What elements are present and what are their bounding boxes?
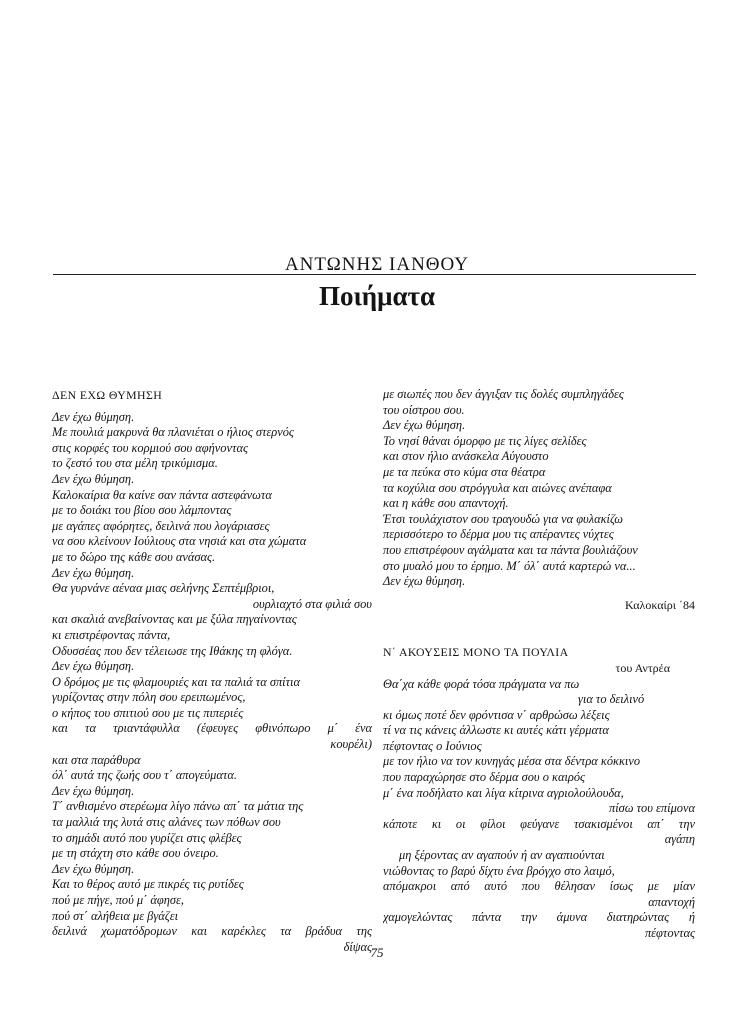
poem-line: και στα παράθυρα — [52, 752, 141, 767]
poem-line: μ΄ ένα ποδήλατο και λίγα κίτρινα αγριολούλουδα, — [383, 785, 624, 800]
poem-line: τί να τις κάνεις άλλωστε κι αυτές κάτι γέρματα — [383, 723, 609, 738]
poem-line: πού στ΄ αλήθεια με βγάζει — [52, 908, 179, 923]
poem-line: Ο δρόμος με τις φλαμουριές και τα παλιά τα σπίτια — [52, 674, 300, 689]
poem-line: με το δώρο της κάθε σου ανάσας. — [52, 549, 216, 564]
right-column — [383, 387, 695, 942]
poem-line: κι επιστρέφοντας πάντα, — [52, 627, 171, 642]
poem-line: όλ΄ αυτά της ζωής σου τ΄ απογεύματα. — [52, 768, 237, 783]
page-number: 75 — [370, 945, 384, 960]
page-title: Ποιήματα — [318, 281, 436, 311]
poem-line: χαμογελώντας πάντα την άμυνα διατηρώντας ή — [383, 910, 695, 925]
poem-line: δίψας — [343, 939, 372, 954]
poem-line: απόμακροι από αυτό που θέλησαν ίσως με μίαν — [383, 879, 695, 894]
poem-line: ουρλιαχτό στα φιλιά σου — [252, 596, 372, 611]
poem-dedication: του Αντρέα — [615, 660, 670, 675]
poem-line: Τ΄ ανθισμένο στερέωμα λίγο πάνω απ΄ τα μάτια της — [52, 799, 304, 814]
poem-line: με το δοιάκι του βίου σου λάμποντας — [52, 503, 232, 518]
poem-line: στο μυαλό μου το έρημο. Μ΄ όλ΄ αυτά καρτερώ να... — [383, 558, 636, 573]
poem-line: Το νησί θάναι όμορφο με τις λίγες σελίδες — [383, 433, 587, 448]
poem-line: περισσότερο το δέρμα μου τις απέραντες νύχτες — [383, 527, 614, 542]
poem-line: το σημάδι αυτό που γυρίζει στις φλέβες — [52, 830, 242, 845]
poem-line: το ζεστό του στα μέλη τρικύμισμα. — [52, 456, 218, 471]
poem-line: Έτσι τουλάχιστον σου τραγουδώ για να φυλακίζω — [383, 511, 624, 526]
poem2-section — [383, 645, 695, 941]
poem-line: Με πουλιά μακρυνά θα πλανιέται ο ήλιος στερνός — [52, 425, 294, 440]
poem-line: πέφτοντας — [644, 926, 695, 940]
poem-line: με αγάπες αφόρητες, δειλινά που λογάριασες — [52, 518, 270, 533]
poem-line: κι όμως ποτέ δεν φρόντισα ν΄ αρθρώσω λέξεις — [383, 707, 610, 722]
poem-line: Οδυσσέας που δεν τέλειωσε της Ιθάκης τη φλόγα. — [52, 643, 293, 658]
poem-line: του οίστρου σου. — [383, 402, 465, 417]
poem-line: πίσω του επίμονα — [609, 801, 695, 816]
poem-line: να σου κλείνουν Ιούλιους στα νησιά και στα χώματα — [52, 534, 307, 549]
author-name: ΑΝΤΩΝΗΣ ΙΑΝΘΟΥ — [284, 254, 470, 275]
poem-line: κάποτε κι οι φίλοι φεύγανε τσακισμένοι απ΄ την — [383, 816, 695, 831]
left-column — [52, 388, 372, 955]
poem-line: πού με πήγε, πού μ΄ άφησε, — [52, 893, 184, 907]
poem-line: Δεν έχω θύμηση. — [383, 574, 466, 589]
poem-line: που παραχώρησε στο δέρμα σου ο καιρός — [383, 770, 586, 785]
poem-line: μη ξέροντας αν αγαπούν ή αν αγαπιούνται — [399, 848, 605, 863]
poem-line: Δεν έχω θύμηση. — [383, 418, 466, 433]
poem-line: αγάπη — [664, 832, 695, 847]
poem-line: τα μαλλιά της λυτά στις αλάνες των πόθων σου — [52, 815, 281, 830]
poem-line: και στον ήλιο ανάσκελα Αύγουστο — [383, 449, 549, 464]
poem-line: κουρέλι) — [330, 737, 372, 752]
poem-line: πέφτοντας ο Ιούνιος — [383, 738, 482, 753]
poem-line: απαντοχή — [648, 894, 695, 909]
poem-line: για το δειλινό — [578, 692, 645, 707]
poem-line: με τον ήλιο να τον κυνηγάς μέσα στα δέντρα κόκκινο — [383, 754, 641, 769]
poem-line: με σιωπές που δεν άγγιξαν τις δολές συμπληγάδες — [383, 387, 624, 401]
poem-line: Δεν έχω θύμηση. — [52, 565, 135, 580]
poem-line: γυρίζοντας στην πόλη σου ερειπωμένος, — [52, 690, 246, 705]
poem-line: Δεν έχω θύμηση. — [52, 409, 135, 424]
poem-line: τα κοχύλια σου στρόγγυλα και αιώνες ανέπαφα — [383, 480, 612, 495]
poem-line: νιώθοντας το βαρύ δίχτυ ένα βρόγχο στο λαιμό, — [383, 863, 615, 878]
poem-line: Δεν έχω θύμηση. — [52, 471, 135, 486]
poem-line: Και το θέρος αυτό με πικρές τις ρυτίδες — [52, 877, 244, 892]
poem-line: Θα γυρνάνε αέναα μιας σελήνης Σεπτέμβριοι, — [52, 581, 275, 596]
poem-line: Δεν έχω θύμηση. — [52, 783, 135, 798]
header-rule — [53, 274, 696, 275]
poem-line: που επιστρέφουν αγάλματα και τα πάντα βουλιάζουν — [383, 542, 638, 557]
poem-line: ο κήπος του σπιτιού σου με τις πιπεριές — [52, 705, 244, 720]
poem-date: Καλοκαίρι ΄84 — [625, 597, 695, 612]
poem-line: και η κάθε σου απαντοχή. — [383, 496, 509, 511]
poem-line: Θα΄χα κάθε φορά τόσα πράγματα να πω — [383, 676, 580, 691]
poem-line: με τη στάχτη στο κάθε σου όνειρο. — [52, 846, 219, 861]
poem-line: Δεν έχω θύμηση. — [52, 861, 135, 876]
poem-line: και σκαλιά ανεβαίνοντας και με ξύλα πηγαίνοντας — [52, 612, 297, 627]
poem-line: Καλοκαίρια θα καίνε σαν πάντα αστεφάνωτα — [52, 487, 272, 502]
poem-line: στις κορφές του κορμιού σου αφήνοντας — [52, 440, 248, 455]
poem-line: με τα πεύκα στο κύμα στα θέατρα — [383, 464, 546, 479]
poem-title: ΔΕΝ ΕΧΩ ΘΥΜΗΣΗ — [52, 388, 163, 402]
poem-line: και τα τριαντάφυλλα (έφευγες φθινόπωρο μ΄ ένα — [52, 721, 372, 736]
poem-title: Ν΄ ΑΚΟΥΣΕΙΣ ΜΟΝΟ ΤΑ ΠΟΥΛΙΑ — [383, 645, 569, 660]
poem-line: Δεν έχω θύμηση. — [52, 659, 135, 674]
poem-line: δειλινά χωματόδρομων και καρέκλες τα βράδυα της — [52, 924, 372, 939]
